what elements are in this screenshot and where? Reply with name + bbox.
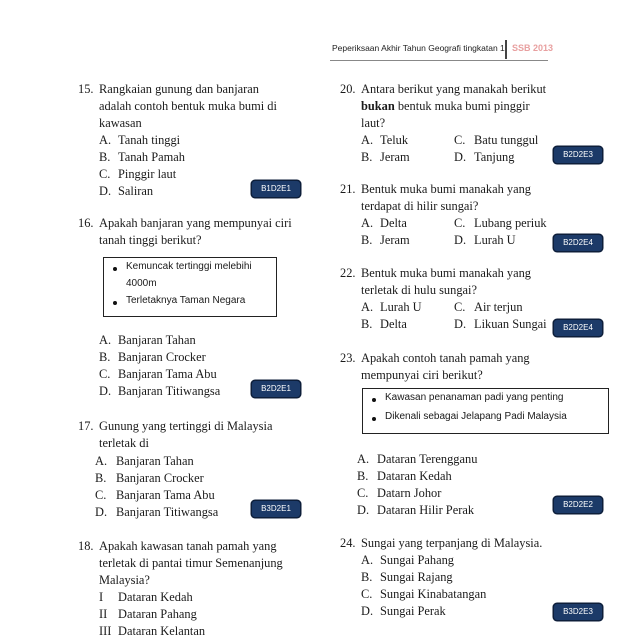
option-letter: A. [99, 133, 112, 147]
option-letter: C. [99, 367, 111, 381]
option-letter: A. [361, 133, 374, 147]
question-text-line: Apakah contoh tanah pamah yang [361, 351, 530, 365]
bullet-icon [113, 301, 117, 305]
option-letter: B. [99, 150, 111, 164]
option-letter: C. [357, 486, 369, 500]
question-number: 17. [78, 419, 94, 433]
option-letter: D. [454, 317, 467, 331]
header-rule [330, 60, 548, 61]
question-text-line: Rangkaian gunung dan banjaran [99, 82, 259, 96]
option-letter: C. [454, 300, 466, 314]
question-number: 15. [78, 82, 94, 96]
option-letter: D. [99, 184, 112, 198]
option-letter: D. [95, 505, 108, 519]
option-text: Delta [380, 216, 407, 230]
header-divider [505, 40, 507, 59]
characteristics-box [362, 388, 609, 434]
question-text-line: Gunung yang tertinggi di Malaysia [99, 419, 273, 433]
question-number: 24. [340, 536, 356, 550]
question-code-badge: B2D2E4 [554, 320, 602, 336]
option-text: Pinggir laut [118, 167, 177, 181]
option-text: Tanah tinggi [118, 133, 181, 147]
option-text: Banjaran Tahan [118, 333, 196, 347]
question-text-line: terletak di pantai timur Semenanjung [99, 556, 283, 570]
option-text: Dataran Terengganu [377, 452, 478, 466]
option-letter: B. [95, 471, 107, 485]
question-code-badge: B3D2E1 [252, 501, 300, 517]
question-text-line: Apakah kawasan tanah pamah yang [99, 539, 277, 553]
option-text: Lurah U [474, 233, 516, 247]
question-code-badge: B2D2E4 [554, 235, 602, 251]
question-text-line [361, 98, 530, 116]
question-text-line: kawasan [99, 116, 142, 130]
question-number: 18. [78, 539, 94, 553]
option-letter: A. [95, 454, 108, 468]
question-text-line: Sungai yang terpanjang di Malaysia. [361, 536, 543, 550]
option-letter: C. [361, 587, 373, 601]
option-text: Banjaran Tama Abu [116, 488, 215, 502]
question-text-rest: bentuk muka bumi pinggir [394, 99, 530, 113]
option-letter: C. [99, 167, 111, 181]
question-text-line: Bentuk muka bumi manakah yang [361, 266, 531, 280]
option-letter: A. [357, 452, 370, 466]
option-text: Delta [380, 317, 407, 331]
option-text: Saliran [118, 184, 154, 198]
question-code-badge: B2D2E3 [554, 147, 602, 163]
option-letter: A. [361, 300, 374, 314]
characteristic-item-cont: 4000m [126, 278, 157, 289]
option-text: Jeram [380, 233, 410, 247]
option-letter: D. [99, 384, 112, 398]
question-text-line: adalah contoh bentuk muka bumi di [99, 99, 277, 113]
option-letter: D. [454, 150, 467, 164]
option-text: Sungai Pahang [380, 553, 454, 567]
question-text-line: terdapat di hilir sungai? [361, 199, 479, 213]
emphasis-word: bukan [361, 99, 395, 113]
option-letter: B. [99, 350, 111, 364]
bullet-icon [113, 267, 117, 271]
characteristic-item: Terletaknya Taman Negara [126, 295, 246, 306]
option-letter: B. [357, 469, 369, 483]
option-letter: D. [361, 604, 374, 618]
option-text: Jeram [380, 150, 410, 164]
option-text: Tanjung [474, 150, 515, 164]
option-letter: II [99, 607, 108, 621]
option-text: Sungai Kinabatangan [380, 587, 487, 601]
option-text: Dataran Hilir Perak [377, 503, 475, 517]
option-letter: A. [99, 333, 112, 347]
question-code-badge: B3D2E3 [554, 604, 602, 620]
option-letter: C. [454, 133, 466, 147]
question-text-line: tanah tinggi berikut? [99, 233, 202, 247]
option-text: Sungai Rajang [380, 570, 453, 584]
option-text: Dataran Kedah [377, 469, 452, 483]
characteristics-box [103, 257, 277, 317]
characteristic-item: Kemuncak tertinggi melebihi [126, 261, 252, 272]
option-text: Banjaran Tahan [116, 454, 194, 468]
page-header [0, 40, 638, 60]
option-letter: A. [361, 216, 374, 230]
question-number: 22. [340, 266, 356, 280]
option-text: Dataran Kedah [118, 590, 193, 604]
question-text-line: laut? [361, 116, 386, 130]
option-letter: B. [361, 233, 373, 247]
header-badge: SSB 2013 [512, 43, 554, 53]
option-text: Tanah Pamah [118, 150, 185, 164]
option-letter: B. [361, 317, 373, 331]
option-text: Teluk [380, 133, 409, 147]
option-letter: B. [361, 150, 373, 164]
question-number: 21. [340, 182, 356, 196]
option-text: Likuan Sungai [474, 317, 547, 331]
question-text-line: terletak di hulu sungai? [361, 283, 477, 297]
question-text-line: Malaysia? [99, 573, 150, 587]
option-text: Lurah U [380, 300, 422, 314]
option-letter: D. [454, 233, 467, 247]
option-letter: III [99, 624, 112, 638]
option-text: Dataran Kelantan [118, 624, 206, 638]
question-text-line: mempunyai ciri berikut? [361, 368, 483, 382]
option-letter: D. [357, 503, 370, 517]
header-title: Peperiksaan Akhir Tahun Geografi tingkatan 1 [332, 43, 505, 53]
option-text: Lubang periuk [474, 216, 547, 230]
question-code-badge: B2D2E1 [252, 381, 300, 397]
question-number: 20. [340, 82, 356, 96]
option-text: Air terjun [474, 300, 523, 314]
option-text: Banjaran Titiwangsa [118, 384, 221, 398]
question-text-line: Antara berikut yang manakah berikut [361, 82, 547, 96]
option-letter: A. [361, 553, 374, 567]
option-letter: B. [361, 570, 373, 584]
option-text: Sungai Perak [380, 604, 446, 618]
question-number: 23. [340, 351, 356, 365]
characteristic-item: Kawasan penanaman padi yang penting [385, 392, 564, 403]
question-text-line: Bentuk muka bumi manakah yang [361, 182, 531, 196]
option-text: Banjaran Tama Abu [118, 367, 217, 381]
option-letter: C. [95, 488, 107, 502]
option-text: Banjaran Crocker [116, 471, 204, 485]
question-text-line: terletak di [99, 436, 149, 450]
option-letter: I [99, 590, 104, 604]
option-text: Banjaran Titiwangsa [116, 505, 219, 519]
question-code-badge: B2D2E2 [554, 497, 602, 513]
option-text: Banjaran Crocker [118, 350, 206, 364]
question-text-line: Apakah banjaran yang mempunyai ciri [99, 216, 292, 230]
option-text: Batu tunggul [474, 133, 539, 147]
characteristic-item: Dikenali sebagai Jelapang Padi Malaysia [385, 411, 567, 422]
option-text: Datarn Johor [377, 486, 442, 500]
question-number: 16. [78, 216, 94, 230]
question-code-badge: B1D2E1 [252, 181, 300, 197]
option-letter: C. [454, 216, 466, 230]
bullet-icon [372, 398, 376, 402]
option-text: Dataran Pahang [118, 607, 197, 621]
bullet-icon [372, 417, 376, 421]
